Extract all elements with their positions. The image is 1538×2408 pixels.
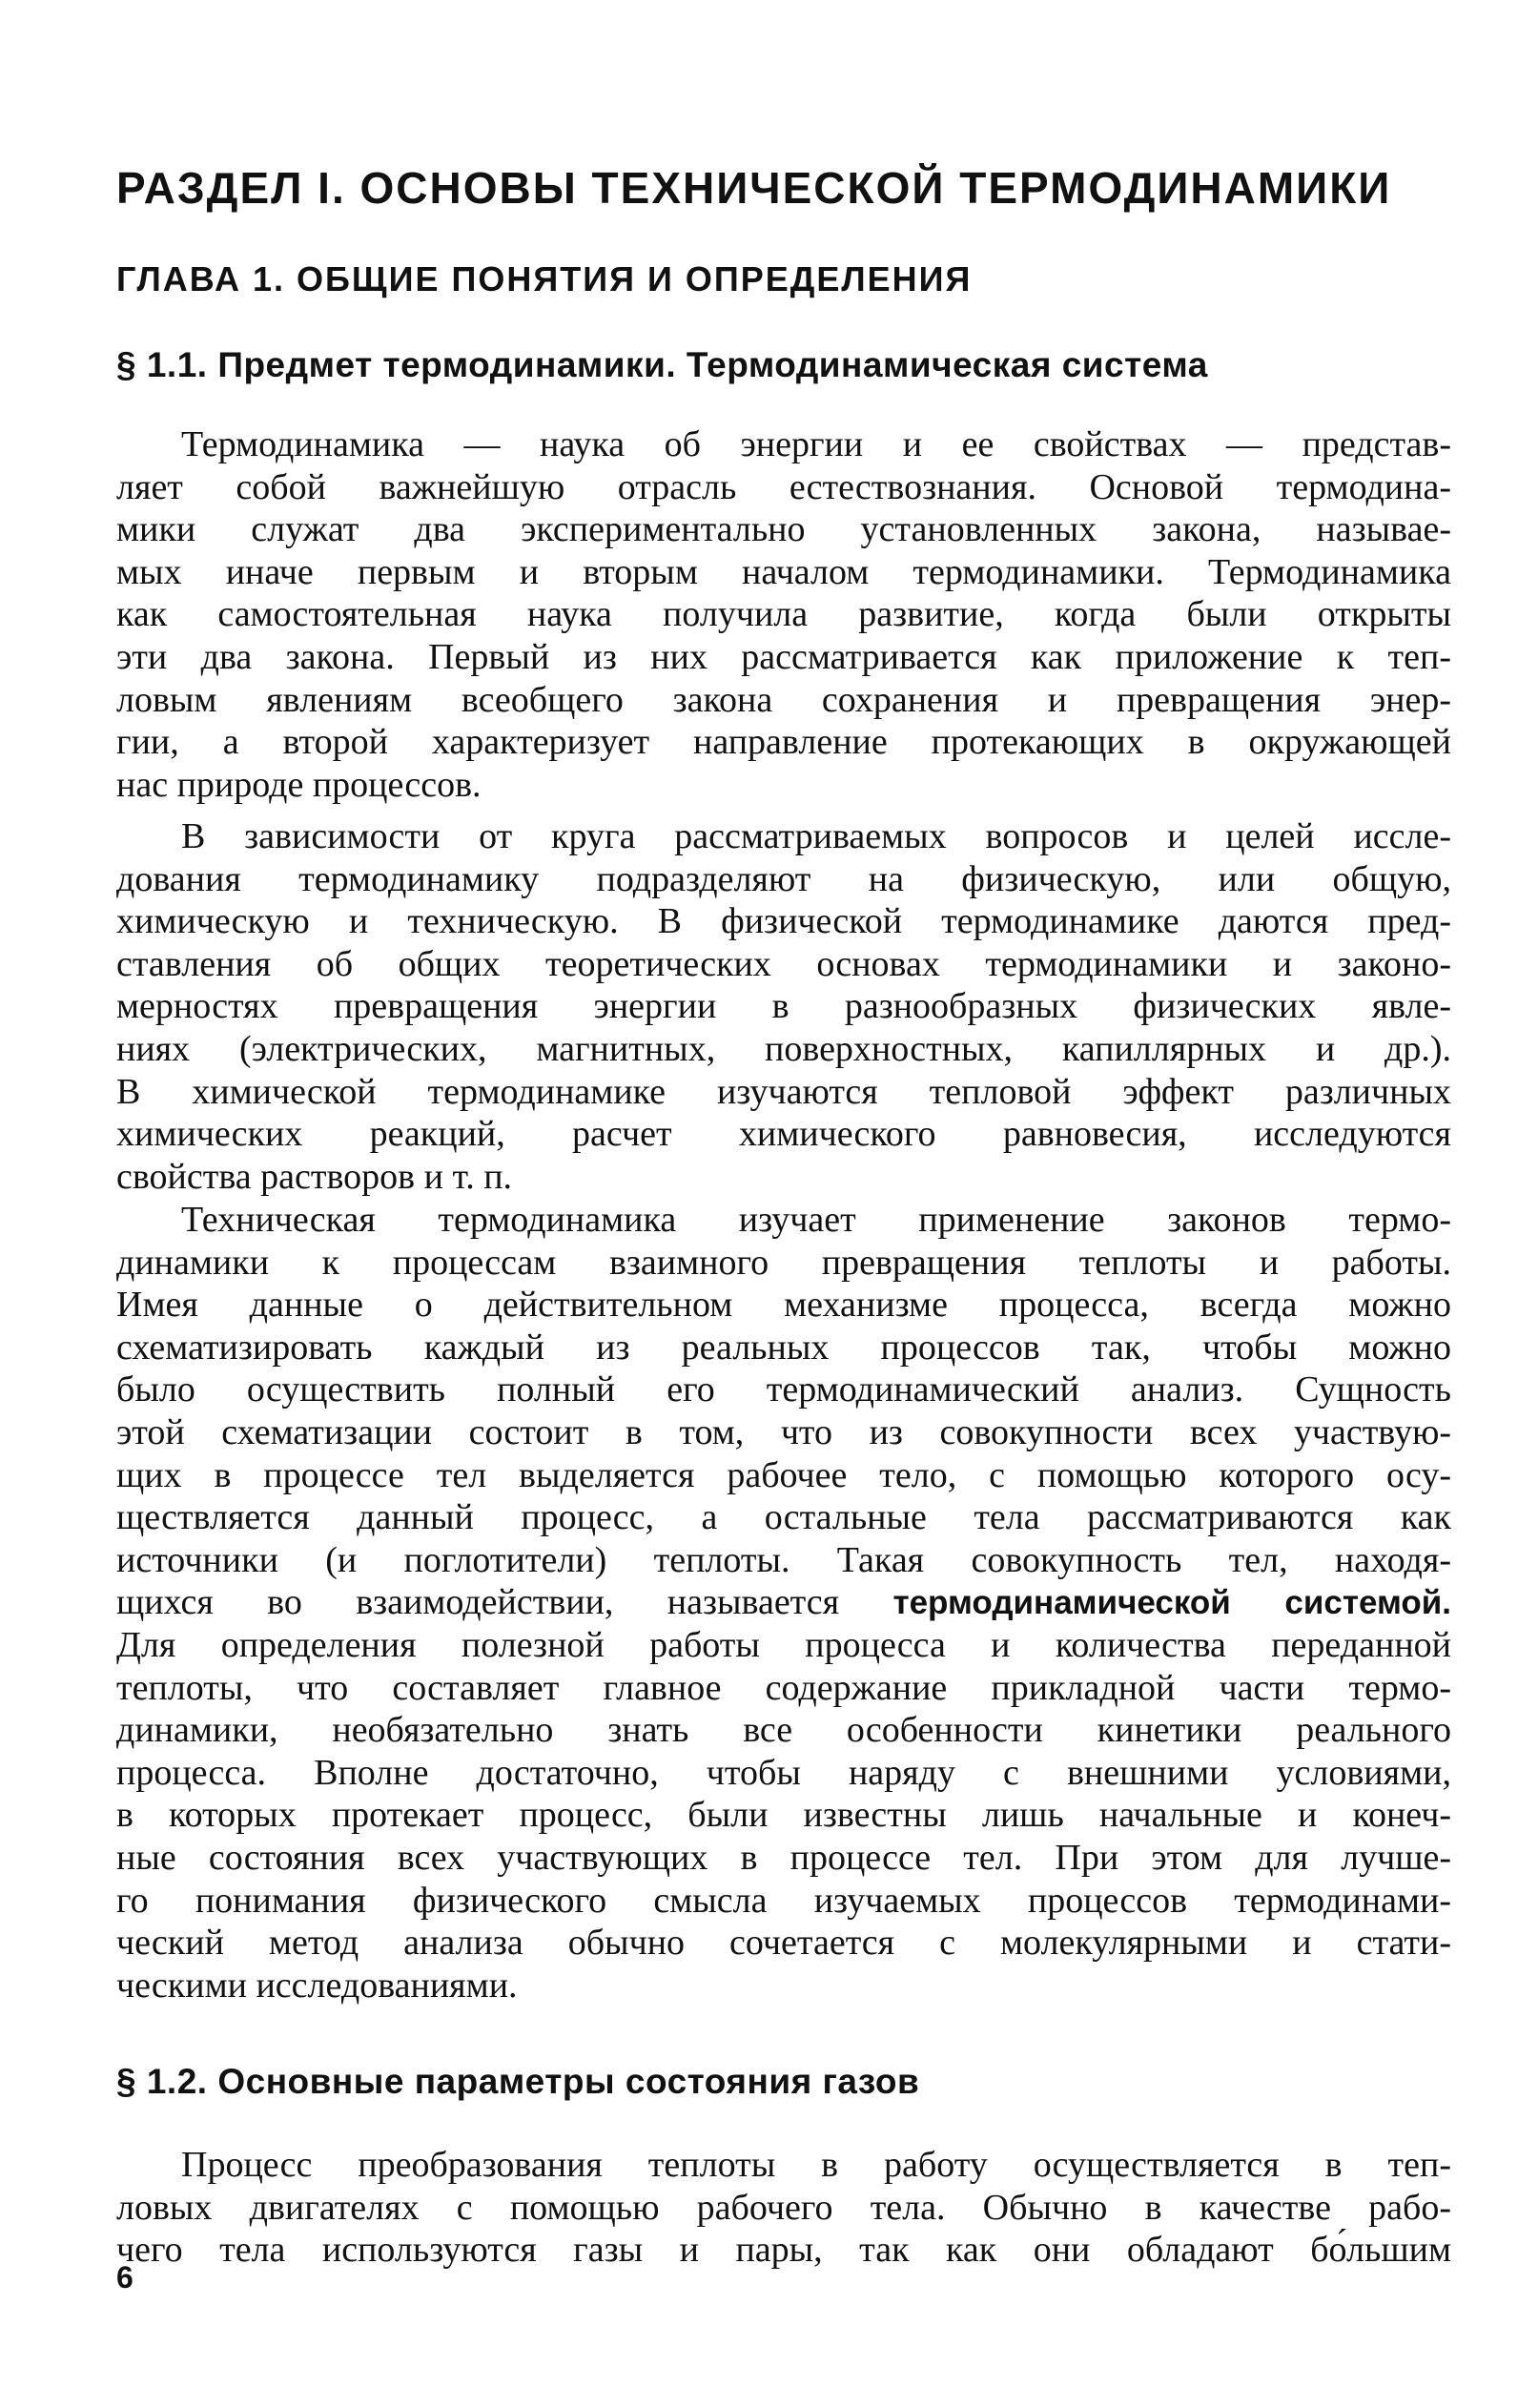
paragraph-1 xyxy=(116,423,1451,806)
text-line: в которых протекает процесс, были известны лишь начальные и конеч- xyxy=(116,1795,1451,1836)
text-line: химическую и техническую. В физической термодинамике даются пред- xyxy=(116,901,1451,942)
section-title: РАЗДЕЛ I. ОСНОВЫ ТЕХНИЧЕСКОЙ ТЕРМОДИНАМИКИ xyxy=(116,163,1392,213)
text-line: ниях (электрических, магнитных, поверхностных, капиллярных и др.). xyxy=(116,1028,1451,1069)
text-line: процесса. Вполне достаточно, чтобы наряду с внешними условиями, xyxy=(116,1752,1451,1793)
text-line: теплоты, что составляет главное содержание прикладной части термо- xyxy=(116,1667,1451,1708)
chapter-title: ГЛАВА 1. ОБЩИЕ ПОНЯТИЯ И ОПРЕДЕЛЕНИЯ xyxy=(116,259,973,298)
text-line: ловым явлениям всеобщего закона сохранения и превращения энер- xyxy=(116,679,1451,720)
text-line: Для определения полезной работы процесса и количества переданной xyxy=(116,1624,1451,1665)
paragraph-heading-1-1: § 1.1. Предмет термодинамики. Термодинамическая система xyxy=(116,345,1208,384)
text-line-with-term xyxy=(116,1581,1451,1624)
text-line: В зависимости от круга рассматриваемых вопросов и целей иссле- xyxy=(181,816,1451,856)
text-line: эти два закона. Первый из них рассматривается как приложение к теп- xyxy=(116,636,1451,677)
text-line: дования термодинамику подразделяют на физическую, или общую, xyxy=(116,858,1451,899)
text-line: Техническая термодинамика изучает применение законов термо- xyxy=(181,1200,1451,1240)
text-line: ные состояния всех участвующих в процессе тел. При этом для лучше- xyxy=(116,1837,1451,1878)
text-line: ляет собой важнейшую отрасль естествознания. Основой термодина- xyxy=(116,466,1451,507)
paragraph-3 xyxy=(116,1199,1451,2007)
text-fragment: щихся во взаимодействии, называется xyxy=(116,1582,840,1623)
text-line: нас природе процессов. xyxy=(116,764,482,805)
text-line: было осуществить полный его термодинамический анализ. Сущность xyxy=(116,1369,1451,1410)
text-line: как самостоятельная наука получила развитие, когда были открыты xyxy=(116,594,1451,635)
text-line: ческий метод анализа обычно сочетается с молекулярными и стати- xyxy=(116,1923,1451,1964)
bold-term: термодинамической системой. xyxy=(892,1584,1451,1622)
text-line: В химической термодинамике изучаются тепловой эффект различных xyxy=(116,1071,1451,1112)
paragraph-2 xyxy=(116,815,1451,1198)
text-line: динамики к процессам взаимного превращения теплоты и работы. xyxy=(116,1242,1451,1283)
paragraph-heading-1-2: § 1.2. Основные параметры состояния газов xyxy=(116,2062,920,2101)
text-line: свойства растворов и т. п. xyxy=(116,1156,513,1197)
text-line: химических реакций, расчет химического равновесия, исследуются xyxy=(116,1114,1451,1155)
text-line: гии, а второй характеризует направление протекающих в окружающей xyxy=(116,722,1451,763)
text-line: Имея данные о действительном механизме процесса, всегда можно xyxy=(116,1285,1451,1326)
text-line: ловых двигателях с помощью рабочего тела. Обычно в качестве рабо- xyxy=(116,2187,1451,2228)
page-number: 6 xyxy=(116,2260,133,2295)
text-line: Процесс преобразования теплоты в работу осуществляется в теп- xyxy=(181,2145,1451,2185)
text-line: динамики, необязательно знать все особенности кинетики реального xyxy=(116,1710,1451,1751)
text-line: этой схематизации состоит в том, что из совокупности всех участвую- xyxy=(116,1411,1451,1452)
text-line: мерностях превращения энергии в разнообразных физических явле- xyxy=(116,986,1451,1027)
text-line: мых иначе первым и вторым началом термодинамики. Термодинамика xyxy=(116,551,1451,592)
text-line: ческими исследованиями. xyxy=(116,1965,518,2006)
text-line: мики служат два экспериментально установленных закона, называе- xyxy=(116,509,1451,550)
paragraph-4 xyxy=(116,2144,1451,2272)
text-line: го понимания физического смысла изучаемых процессов термодинами- xyxy=(116,1880,1451,1921)
text-line: схематизировать каждый из реальных процессов так, чтобы можно xyxy=(116,1327,1451,1368)
text-line: ставления об общих теоретических основах термодинамики и законо- xyxy=(116,943,1451,984)
text-line: источники (и поглотители) теплоты. Такая совокупность тел, находя- xyxy=(116,1539,1451,1580)
text-line: щих в процессе тел выделяется рабочее тело, с помощью которого осу- xyxy=(116,1454,1451,1495)
text-line: ществляется данный процесс, а остальные тела рассматриваются как xyxy=(116,1497,1451,1538)
text-line: Термодинамика — наука об энергии и ее свойствах — представ- xyxy=(181,424,1451,464)
text-line: чего тела используются газы и пары, так как они обладают бо́льшим xyxy=(116,2230,1451,2271)
